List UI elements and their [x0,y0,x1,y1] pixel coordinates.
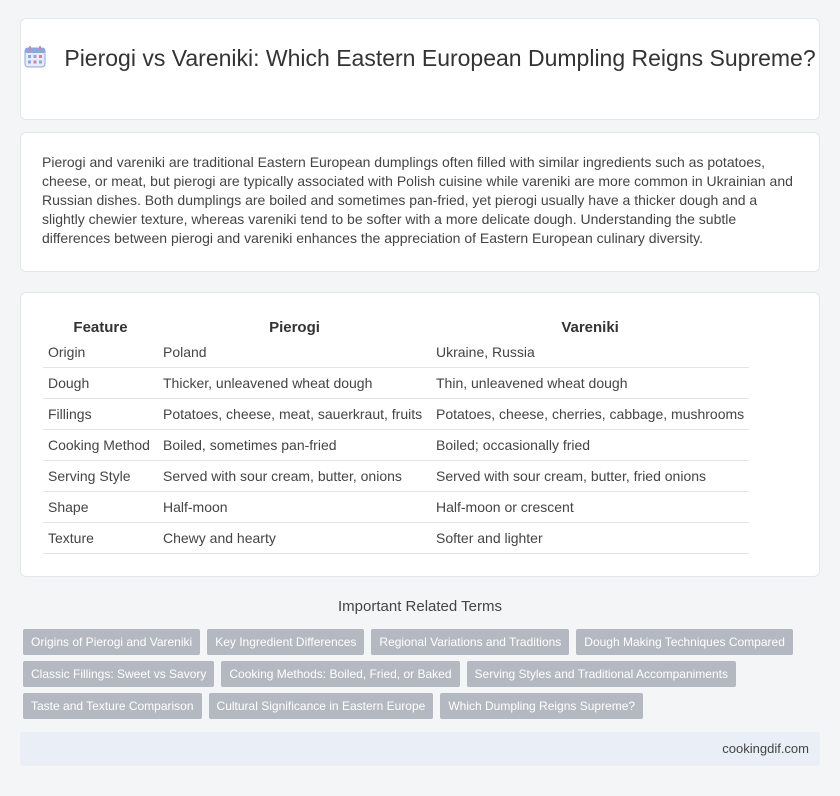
table-row [43,337,749,368]
table-row [43,368,749,399]
comparison-card [20,292,820,577]
table-row [43,430,749,461]
header-feature: Feature [73,318,128,336]
intro-paragraph: Pierogi and vareniki are traditional Eastern European dumplings often filled with similar ingredients such as potatoes, cheese, or meat, but pierogi are typically associated with Polish cuisine while vareniki are more common in Ukrainian and Russian dishes. Both dumplings are boiled and sometimes pan-fried, yet pierogi usually have a thicker dough and a slightly chewier texture, whereas vareniki tend to be softer with a more delicate dough. Understanding the subtle differences between pierogi and vareniki enhances the appreciation of Eastern European culinary diversity. [42,154,793,246]
row-feature: Origin [43,337,158,368]
row-feature: Shape [43,492,158,523]
row-pierogi: Chewy and hearty [158,523,431,554]
row-vareniki: Ukraine, Russia [431,337,749,368]
tag-link[interactable]: Taste and Texture Comparison [23,693,202,719]
row-vareniki: Boiled; occasionally fried [431,430,749,461]
row-pierogi: Half-moon [158,492,431,523]
tag-link[interactable]: Serving Styles and Traditional Accompaniments [467,661,736,687]
tag-link[interactable]: Cultural Significance in Eastern Europe [209,693,434,719]
related-terms-heading: Important Related Terms [338,598,502,615]
tag-link[interactable]: Cooking Methods: Boiled, Fried, or Baked [221,661,459,687]
row-vareniki: Potatoes, cheese, cherries, cabbage, mushrooms [431,399,749,430]
table-row [43,523,749,554]
row-pierogi: Thicker, unleavened wheat dough [158,368,431,399]
footer-site-link[interactable]: cookingdif.com [722,741,809,756]
row-vareniki: Half-moon or crescent [431,492,749,523]
table-header-row [43,314,749,337]
row-feature: Cooking Method [43,430,158,461]
row-feature: Serving Style [43,461,158,492]
row-feature: Texture [43,523,158,554]
tag-link[interactable]: Key Ingredient Differences [207,629,364,655]
related-tags [23,629,813,725]
table-row [43,461,749,492]
page-title-wrap [21,43,819,73]
table-row [43,492,749,523]
tag-link[interactable]: Which Dumpling Reigns Supreme? [440,693,643,719]
row-pierogi: Poland [158,337,431,368]
footer-bar [20,732,820,766]
tag-link[interactable]: Classic Fillings: Sweet vs Savory [23,661,214,687]
tag-link[interactable]: Regional Variations and Traditions [371,629,569,655]
row-pierogi: Served with sour cream, butter, onions [158,461,431,492]
row-pierogi: Potatoes, cheese, meat, sauerkraut, fruits [158,399,431,430]
header-pierogi: Pierogi [269,318,320,336]
calendar-grid-icon [24,46,46,68]
page-title: Pierogi vs Vareniki: Which Eastern European Dumpling Reigns Supreme? [64,45,816,71]
intro-card [20,132,820,272]
table-row [43,399,749,430]
row-vareniki: Served with sour cream, butter, fried onions [431,461,749,492]
header-vareniki: Vareniki [561,318,619,336]
row-vareniki: Thin, unleavened wheat dough [431,368,749,399]
row-feature: Dough [43,368,158,399]
tag-link[interactable]: Dough Making Techniques Compared [576,629,793,655]
tag-link[interactable]: Origins of Pierogi and Vareniki [23,629,200,655]
header-card [20,18,820,120]
row-vareniki: Softer and lighter [431,523,749,554]
comparison-table [43,314,749,554]
row-feature: Fillings [43,399,158,430]
row-pierogi: Boiled, sometimes pan-fried [158,430,431,461]
